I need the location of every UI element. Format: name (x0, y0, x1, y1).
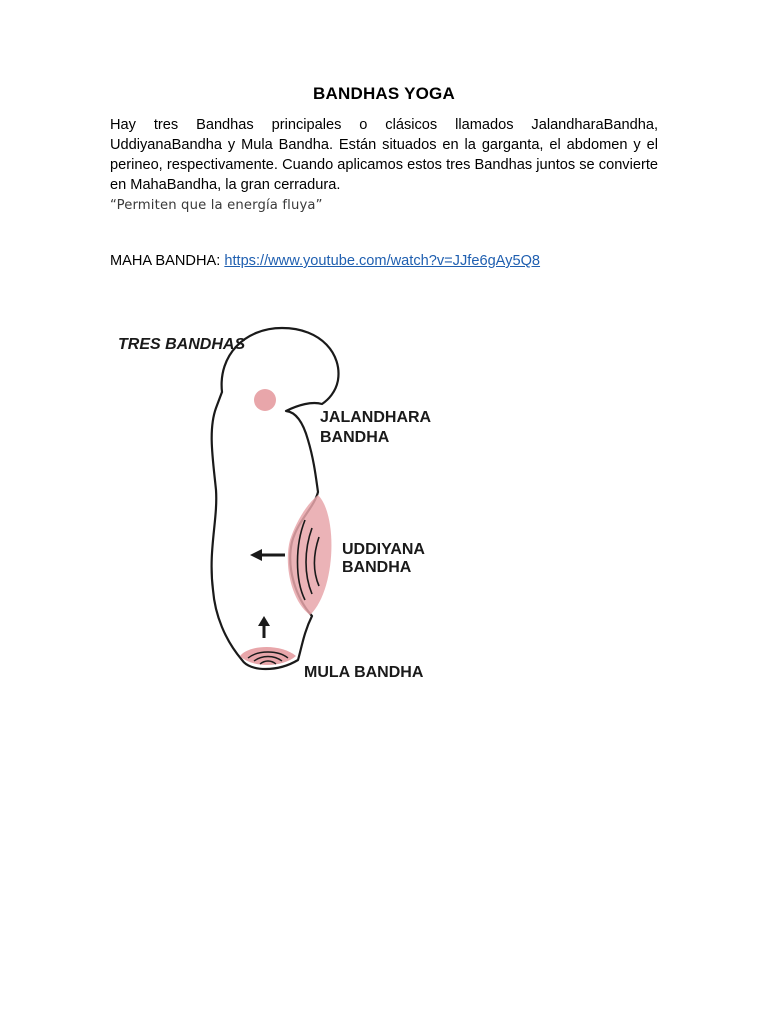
mula-arrow-head (258, 616, 270, 626)
intro-paragraph: Hay tres Bandhas principales o clásicos llamados JalandharaBandha, UddiyanaBandha y Mula Bandha. Están situados en la garganta, el abdomen y el perineo, respectivamente. Cuando aplicamos estos tres Bandhas juntos se convierte en MahaBandha, la gran cerradura. (110, 117, 658, 193)
jalandhara-label-1: JALANDHARA (320, 409, 432, 426)
uddiyana-marker (288, 495, 332, 615)
bandhas-figure (100, 300, 470, 700)
jalandhara-label-2: BANDHA (320, 429, 390, 446)
mula-label: MULA BANDHA (304, 664, 424, 681)
maha-bandha-label: MAHA BANDHA: (110, 253, 225, 269)
jalandhara-marker (254, 389, 276, 411)
figure-title: TRES BANDHAS (118, 336, 246, 353)
uddiyana-label-1: UDDIYANA (342, 541, 425, 558)
maha-bandha-line (110, 253, 540, 269)
bandhas-diagram (100, 300, 470, 700)
uddiyana-label-2: BANDHA (342, 559, 412, 576)
maha-bandha-link[interactable]: https://www.youtube.com/watch?v=JJfe6gAy5Q8 (224, 253, 541, 269)
quote-text: “Permiten que la energía fluya” (110, 198, 323, 213)
page-title: BANDHAS YOGA (313, 84, 455, 103)
uddiyana-arrow-head (250, 549, 262, 561)
